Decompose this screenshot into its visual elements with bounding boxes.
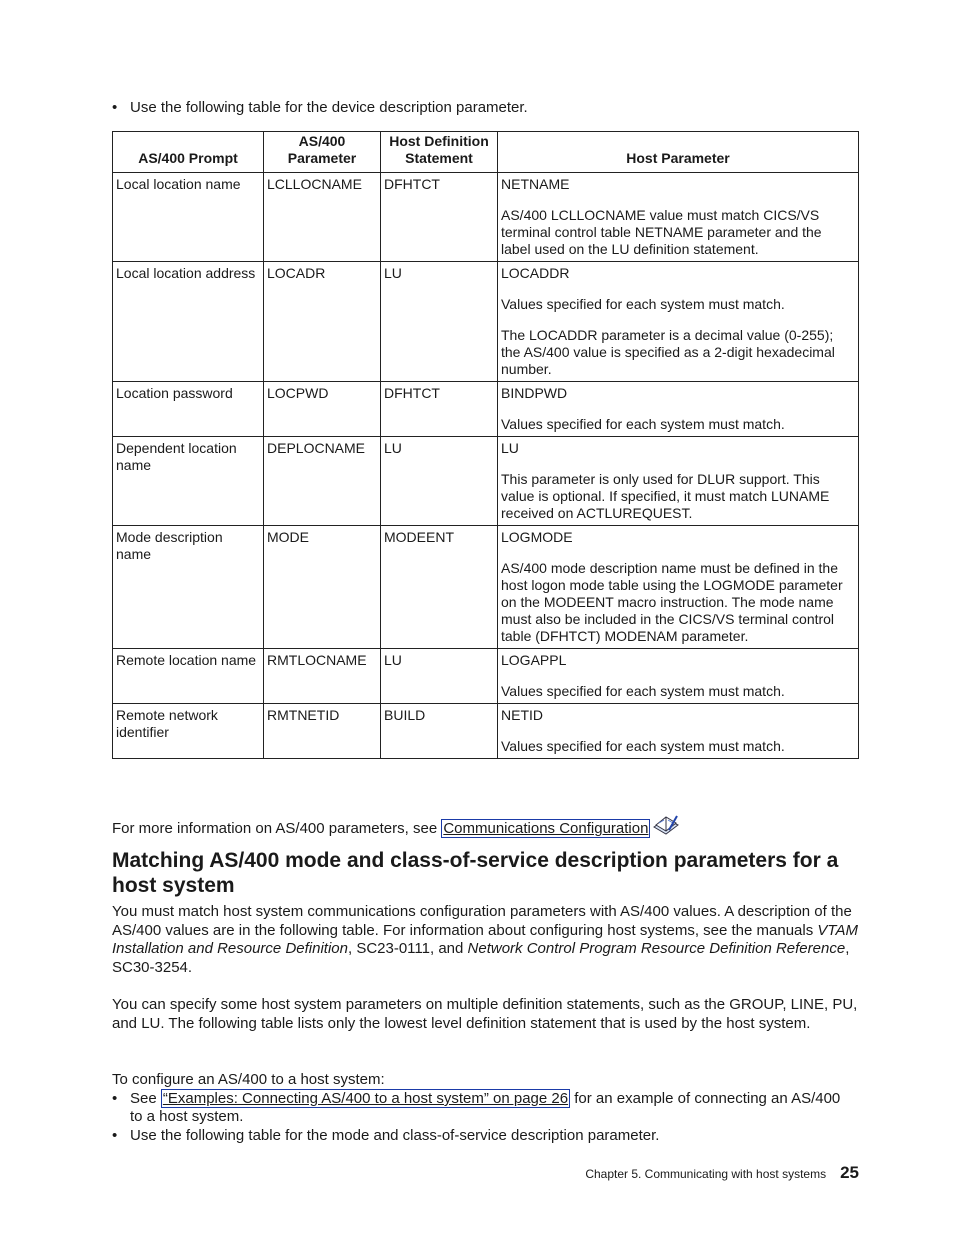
cell-as400-parameter: RMTNETID: [264, 704, 381, 759]
footer-chapter: Chapter 5. Communicating with host systems: [585, 1167, 827, 1181]
paragraph-host-config: [112, 903, 858, 977]
page-number: 25: [840, 1163, 859, 1182]
cell-host-parameter: [498, 262, 859, 382]
more-info-line: [112, 813, 680, 838]
host-parameter-name: LU: [501, 440, 519, 456]
header-host-definition-statement: [381, 132, 498, 173]
examples-connecting-link[interactable]: “Examples: Connecting AS/400 to a host system” on page 26: [162, 1090, 569, 1107]
host-parameter-name: LOGMODE: [501, 529, 573, 545]
cell-as400-prompt: Remote network identifier: [113, 704, 264, 759]
host-parameter-note: Values specified for each system must match.: [501, 683, 785, 699]
bullet1-suffix: for an example of connecting an AS/400 to a host system.: [130, 1090, 841, 1125]
host-parameter-note: The LOCADDR parameter is a decimal value (0-255); the AS/400 value is specified as a 2-digit hexadecimal number.: [501, 327, 835, 377]
bullet-examples-text: [130, 1090, 850, 1126]
bullet-mode-table-text: Use the following table for the mode and class-of-service description parameter.: [130, 1127, 660, 1144]
cell-host-parameter: [498, 526, 859, 649]
host-parameter-name: LOCADDR: [501, 265, 570, 281]
cell-as400-parameter: LCLLOCNAME: [264, 173, 381, 262]
cell-host-definition-statement: LU: [381, 262, 498, 382]
cell-as400-prompt: Dependent location name: [113, 437, 264, 526]
host-parameter-note: This parameter is only used for DLUR support. This value is optional. If specified, it must match LUNAME received on ACTLUREQUEST.: [501, 471, 830, 521]
cell-host-parameter: [498, 704, 859, 759]
section-heading: Matching AS/400 mode and class-of-service description parameters for a host system: [112, 849, 839, 897]
host-parameter-note: AS/400 mode description name must be defined in the host logon mode table using the LOGMODE parameter on the MODEENT macro instruction. The mode name must also be included in the CICS/VS terminal control table (DFHTCT) MODENAM parameter.: [501, 560, 843, 644]
host-parameter-name: NETNAME: [501, 176, 570, 192]
para1-vtam-title: VTAM Installation and Resource Definition: [112, 921, 858, 957]
cell-host-definition-statement: LU: [381, 649, 498, 704]
cell-as400-prompt: Local location address: [113, 262, 264, 382]
cell-as400-parameter: DEPLOCNAME: [264, 437, 381, 526]
intro-bullet: [112, 99, 528, 117]
header-as400-parameter-text: AS/400 Parameter: [287, 133, 357, 166]
host-parameter-note: AS/400 LCLLOCNAME value must match CICS/VS terminal control table NETNAME parameter and the label used on the LU definition statement.: [501, 207, 822, 257]
bullet-dot: •: [112, 1127, 118, 1144]
para1-text-3: , SC30-3254.: [112, 940, 850, 976]
device-parameter-table: [112, 131, 859, 759]
paragraph-configure-intro: To configure an AS/400 to a host system:: [112, 1071, 385, 1088]
host-parameter-note: Values specified for each system must match.: [501, 416, 785, 432]
intro-bullet-text: Use the following table for the device description parameter.: [130, 99, 528, 116]
header-host-parameter: Host Parameter: [498, 132, 859, 173]
bullet1-prefix: See: [130, 1090, 161, 1107]
table-row: [113, 704, 859, 759]
table-header-row: [113, 132, 859, 173]
host-parameter-name: LOGAPPL: [501, 652, 567, 668]
cell-host-definition-statement: MODEENT: [381, 526, 498, 649]
table-row: [113, 437, 859, 526]
cell-host-definition-statement: DFHTCT: [381, 382, 498, 437]
bullet-mode-table: [112, 1127, 659, 1145]
bullet-dot: •: [112, 1090, 118, 1107]
page-footer: [585, 1163, 859, 1183]
more-info-prefix: For more information on AS/400 parameters, see: [112, 820, 442, 837]
bullet-dot: •: [112, 99, 118, 116]
para1-ncp-title: Network Control Program Resource Definition Reference: [467, 940, 846, 957]
book-icon[interactable]: [652, 813, 680, 837]
table-row: [113, 173, 859, 262]
cell-as400-prompt: Location password: [113, 382, 264, 437]
cell-as400-parameter: MODE: [264, 526, 381, 649]
cell-as400-prompt: Mode description name: [113, 526, 264, 649]
header-as400-prompt: AS/400 Prompt: [113, 132, 264, 173]
cell-host-parameter: [498, 649, 859, 704]
cell-as400-parameter: LOCPWD: [264, 382, 381, 437]
cell-host-parameter: [498, 382, 859, 437]
host-parameter-name: BINDPWD: [501, 385, 568, 401]
bullet-examples: [112, 1090, 858, 1126]
cell-host-definition-statement: DFHTCT: [381, 173, 498, 262]
cell-as400-prompt: Remote location name: [113, 649, 264, 704]
communications-configuration-link[interactable]: Communications Configuration: [443, 820, 649, 837]
para1-text-1: You must match host system communications configuration parameters with AS/400 values. A description of the AS/400 values are in the following table. For information about configuring host systems, see the manuals: [112, 903, 852, 939]
paragraph-definition-statements: You can specify some host system parameters on multiple definition statements, such as the GROUP, LINE, PU, and LU. The following table lists only the lowest level definition statement that is used by the host system.: [112, 996, 858, 1032]
header-as400-parameter: [264, 132, 381, 173]
host-parameter-note: Values specified for each system must match.: [501, 738, 785, 754]
table-row: [113, 262, 859, 382]
cell-host-parameter: [498, 437, 859, 526]
cell-host-definition-statement: BUILD: [381, 704, 498, 759]
para1-text-2: , SC23-0111, and: [347, 940, 468, 957]
cell-host-definition-statement: LU: [381, 437, 498, 526]
cell-as400-parameter: RMTLOCNAME: [264, 649, 381, 704]
table-row: [113, 382, 859, 437]
table-row: [113, 526, 859, 649]
cell-as400-parameter: LOCADR: [264, 262, 381, 382]
cell-host-parameter: [498, 173, 859, 262]
table-row: [113, 649, 859, 704]
host-parameter-name: NETID: [501, 707, 543, 723]
header-host-definition-statement-text: Host Definition Statement: [389, 133, 489, 166]
cell-as400-prompt: Local location name: [113, 173, 264, 262]
host-parameter-note: Values specified for each system must match.: [501, 296, 785, 312]
table-body: [113, 173, 859, 759]
